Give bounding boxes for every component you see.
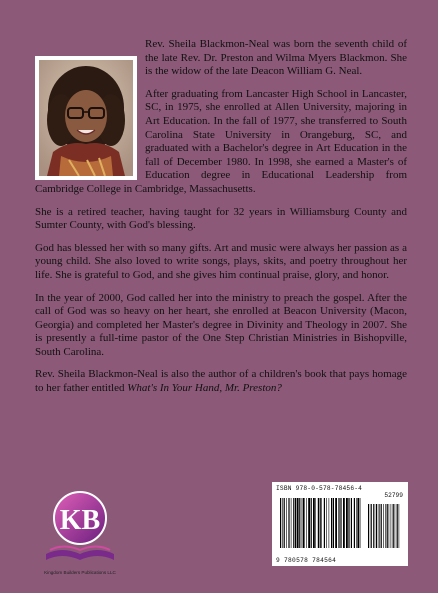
isbn-barcode [272,482,408,566]
bio-paragraph-6 [35,368,407,395]
barcode-digits: 9 780578 784564 [276,557,337,564]
bio-paragraph-1: Rev. Sheila Blackmon-Neal was born the seventh child of the late Rev. Dr. Preston and Wilma Myers Blackmon. She is the widow of the late Deacon William G. Neal. [145,38,407,78]
publisher-logo-icon [32,484,128,574]
photo-spacer [35,38,145,174]
book-title: What's In Your Hand, Mr. Preston? [127,382,282,395]
isbn-text [276,485,404,492]
author-bio [35,38,407,405]
publisher-logo [32,484,128,574]
bio-paragraph-2: After graduating from Lancaster High School in Lancaster, SC, in 1975, she enrolled at Allen University, majoring in Art Education. In the fall of 1977, she transferred to South Carolina State University in Orangeburg, SC, and graduated with a Bachelor's degree in Art Education in the fall of December 1980. In 1998, she earned a Master's of Education degree in Educational Leadership from Cambridge College in Cambridge, Massachusetts. [35,87,407,195]
barcode-bars [278,496,402,552]
bio-paragraph-3: She is a retired teacher, having taught for 32 years in Williamsburg County and Sumter County, with God's blessing. [35,205,407,232]
price-addon: 52799 [384,492,403,499]
bio-paragraph-6-text: Rev. Sheila Blackmon-Neal is also the author of a children's book that pays homage to her father entitled [35,368,407,395]
logo-letters: KB [59,505,101,536]
publisher-name: Kingdom Builders Publications LLC [44,570,116,575]
bio-paragraph-5: In the year of 2000, God called her into the ministry to preach the gospel. After the call of God was so heavy on her heart, she enrolled at Beacon University (Macon, Georgia) and completed her Master's degree in Divinity and Theology in 2007. She is presently a full-time pastor of the One Step Christian Ministries in Bishopville, South Carolina. [35,291,407,358]
isbn-number: ISBN 978-0-578-78456-4 [276,485,363,492]
bio-paragraph-4: God has blessed her with so many gifts. Art and music were always her passion as a young child. She also loved to write songs, plays, skits, and poetry throughout her life. She is grateful to God, and she gives him continual praise, glory, and honor. [35,241,407,281]
